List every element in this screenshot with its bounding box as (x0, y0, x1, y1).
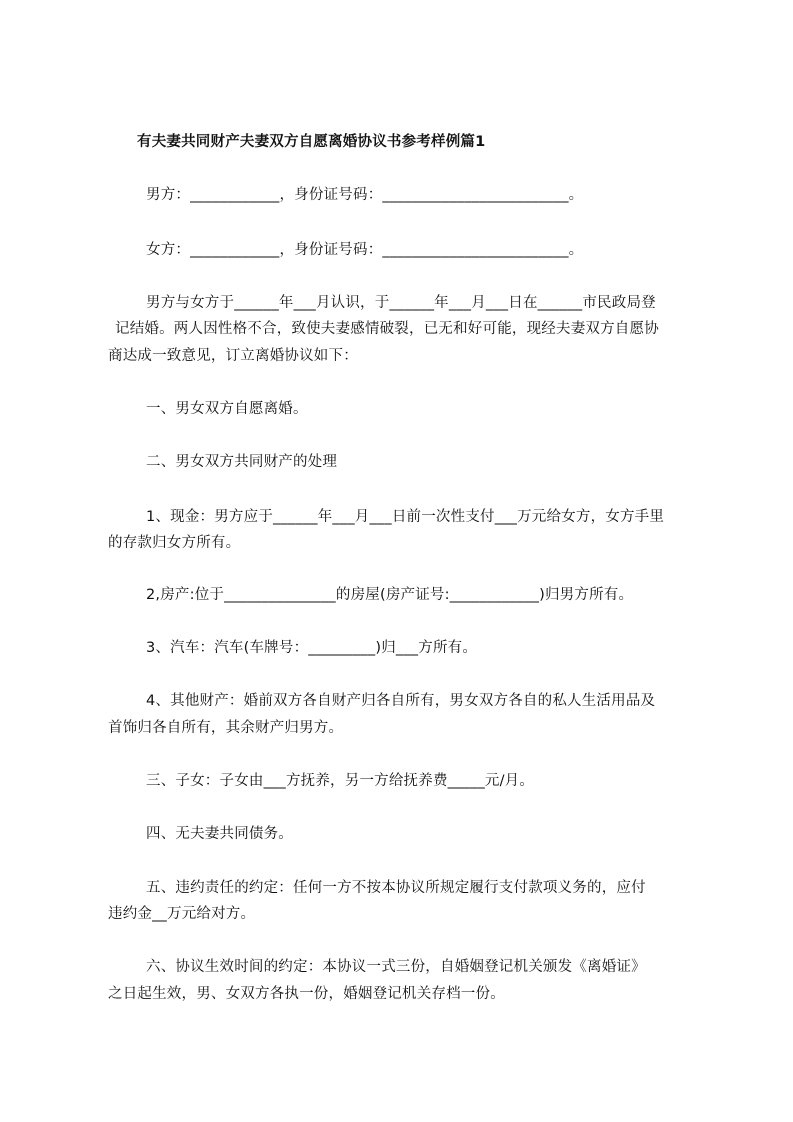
clause-6-line-2: 之日起生效，男、女双方各执一份，婚姻登记机关存档一份。 (108, 986, 505, 1002)
intro-line-2: 记结婚。两人因性格不合，致使夫妻感情破裂，已无和好可能，现经夫妻双方自愿协 (115, 321, 659, 337)
clause-5-line-1: 五、违约责任的约定：任何一方不按本协议所规定履行支付款项义务的，应付 (146, 880, 646, 896)
document-title: 有夫妻共同财产夫妻双方自愿离婚协议书参考样例篇1 (137, 134, 486, 150)
other-property-line-1: 4、其他财产：婚前双方各自财产归各自所有，男女双方各自的私人生活用品及 (146, 693, 656, 709)
clause-6-line-1: 六、协议生效时间的约定：本协议一式三份，自婚姻登记机关颁发《离婚证》 (146, 959, 646, 975)
male-party-line: 男方：____________，身份证号码：_________________________。 (146, 187, 584, 203)
cash-line-1: 1、现金：男方应于______年___月___日前一次性支付___万元给女方，女方手里 (146, 509, 665, 525)
clause-2: 二、男女双方共同财产的处理 (146, 454, 338, 470)
clause-5-line-2: 违约金__万元给对方。 (108, 906, 256, 922)
female-party-line: 女方：____________，身份证号码：_________________________。 (146, 242, 584, 258)
intro-line-1: 男方与女方于______年___月认识，于______年___月___日在______市民政局登 (146, 295, 656, 311)
house-line: 2,房产:位于_______________的房屋(房产证号:____________)归男方所有。 (146, 587, 634, 603)
other-property-line-2: 首饰归各自所有，其余财产归男方。 (108, 720, 344, 736)
clause-3: 三、子女：子女由___方抚养，另一方给抚养费_____元/月。 (146, 773, 535, 789)
cash-line-2: 的存款归女方所有。 (108, 535, 241, 551)
intro-line-3: 商达成一致意见，订立离婚协议如下： (108, 348, 358, 364)
car-line: 3、汽车：汽车(车牌号：_________)归___方所有。 (146, 640, 478, 656)
clause-1: 一、男女双方自愿离婚。 (146, 401, 308, 417)
clause-4: 四、无夫妻共同债务。 (146, 826, 293, 842)
